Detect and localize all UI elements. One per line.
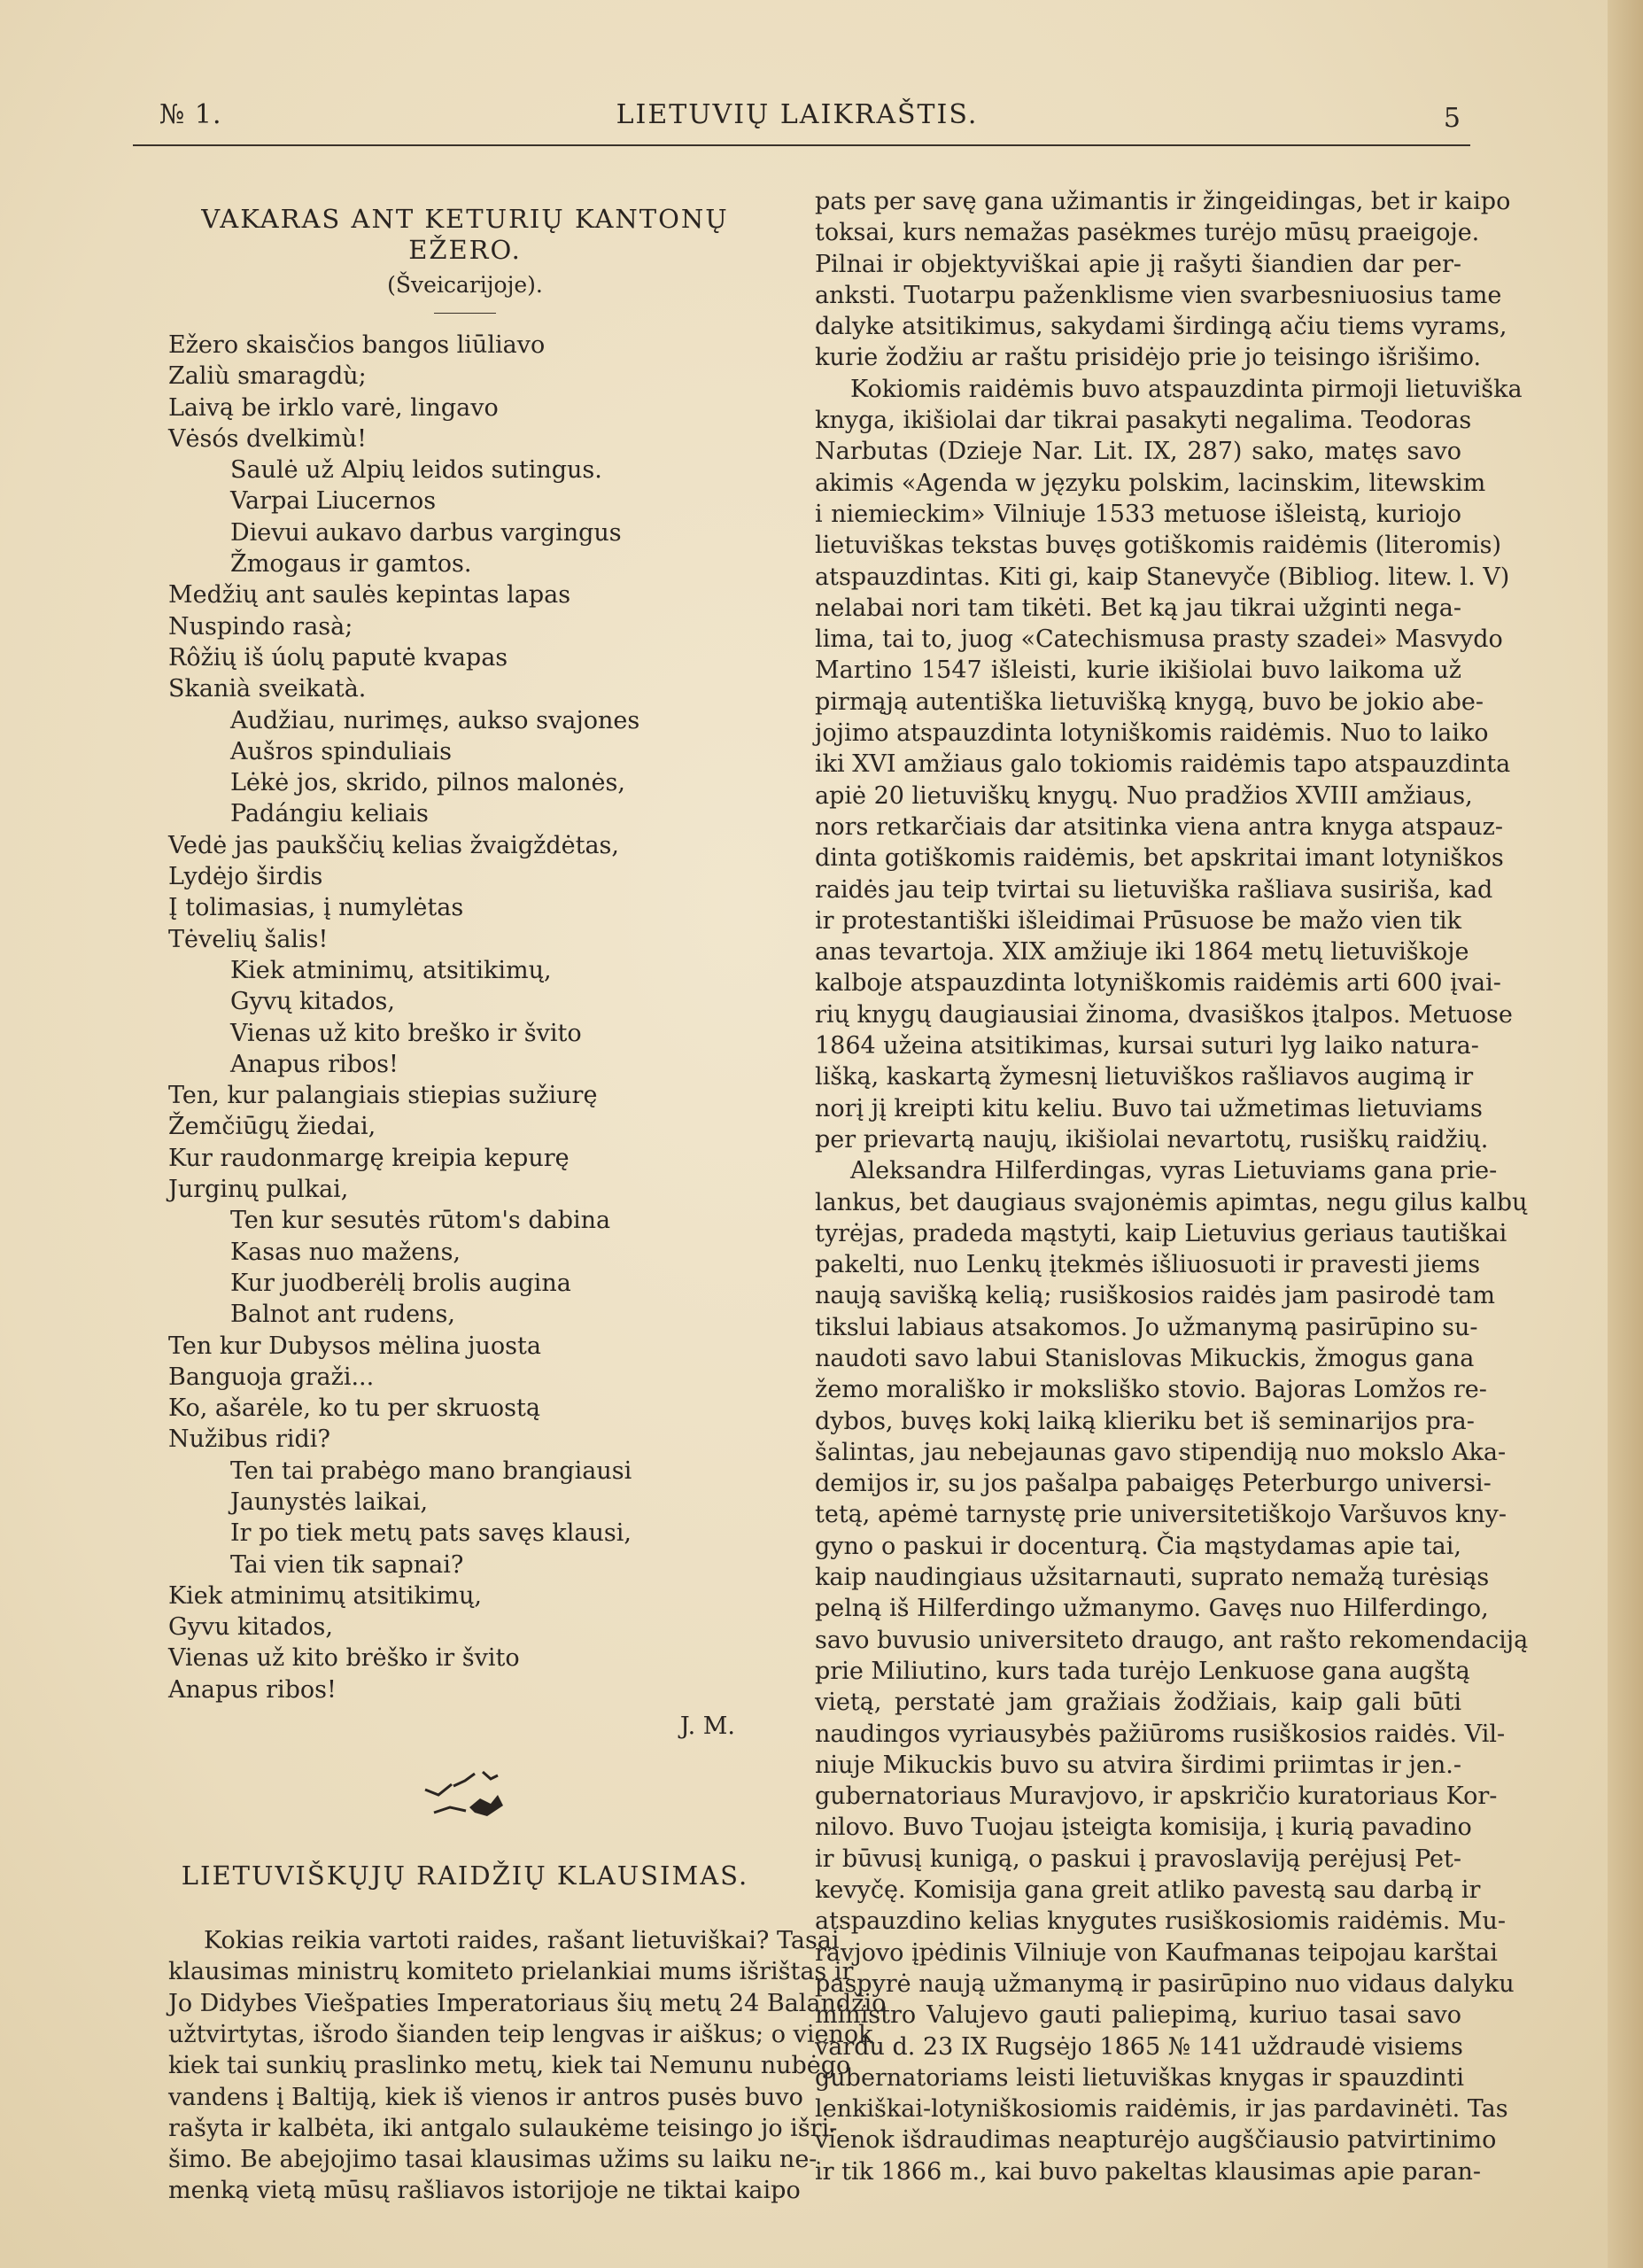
poem-signature: J. M. (679, 1713, 735, 1741)
page-number: 5 (1443, 103, 1461, 134)
poem-line: Anapus ribos! (230, 1050, 399, 1078)
poem-line: Kur juodberėlį brolis augina (230, 1269, 571, 1297)
article-line: atspauzdintas. Kiti gi, kaip Stanevyče (Bibliog. litew. l. V) (815, 563, 1510, 591)
article-line: lima, tai to, juog «Catechismusa prasty szadei» Masvydo (815, 625, 1503, 654)
article-line: klausimas ministrų komiteto prielankiai mums išrištas ir (168, 1958, 854, 1986)
article-line: šimo. Be abejojimo tasai klausimas užims su laiku ne- (168, 2146, 818, 2174)
article-line: pelną iš Hilferdingo užmanymo. Gavęs nuo Hilferdingo, (815, 1595, 1489, 1623)
article-line: gubernatoriams leisti lietuviškas knygas ir spauzdinti (815, 2063, 1465, 2092)
poem-line: Banguoja graži... (168, 1363, 375, 1391)
article-line: norį jį kreipti kitu keliu. Buvo tai užmetimas lietuviams (815, 1094, 1483, 1122)
poem-line: Padángiu keliais (230, 800, 429, 828)
article-line: ir protestantiški išleidimai Prūsuose be mažo vien tik (815, 906, 1461, 935)
poem-line: Ežero skaisčios bangos liūliavo (168, 331, 546, 359)
poem-line: Tėvelių šalis! (168, 925, 329, 953)
birds-ornament (399, 1754, 531, 1825)
poem-line: Ir po tiek metų pats savęs klausi, (230, 1519, 632, 1548)
article-line: atspauzdino kelias knygutes rusiškosiomis raidėmis. Mu- (815, 1907, 1507, 1936)
article-line: tetą, apėmė tarnystę prie universitetiškojo Varšuvos kny- (815, 1501, 1507, 1529)
poem-line: Dievui aukavo darbus vargingus (230, 518, 622, 547)
article-line: rių knygų daugiausiai žinoma, dvasiškos įtalpos. Metuose (815, 1000, 1513, 1029)
article-line: lišką, kaskartą žymesnį lietuviškos rašliavos augimą ir (815, 1063, 1474, 1091)
article-line: Kokias reikia vartoti raides, rašant lietuviškai? Tasai (204, 1927, 840, 1955)
article-line: toksai, kurs nemažas pasėkmes turėjo mūsų praeigoje. (815, 219, 1480, 247)
article-body-left (168, 1925, 887, 2207)
right-column (815, 186, 1529, 2187)
poem-title-rule (434, 313, 496, 314)
poem-line: Ten kur sesutės rūtom's dabina (230, 1207, 611, 1235)
poem-line: Lydėjo širdis (168, 863, 323, 891)
poem-line: Vienas už kito brėško ir švito (168, 1644, 520, 1673)
article-line: ir tik 1866 m., kai buvo pakeltas klausimas apie paran- (815, 2157, 1481, 2186)
article-line: kaip naudingiaus užsitarnauti, suprato nemažą turėsiąs (815, 1564, 1490, 1592)
article-line: apiė 20 lietuviškų knygų. Nuo pradžios XVIII amžiaus, (815, 781, 1473, 810)
article-line: per prievartą naujų, ikišiolai nevartotų, rusiškų raidžių. (815, 1125, 1489, 1153)
poem-line: Medžių ant saulės kepintas lapas (168, 581, 571, 610)
poem-line: Ten tai prabėgo mano brangiausi (230, 1456, 632, 1485)
page-header (133, 96, 1461, 140)
page-edge (1608, 0, 1643, 2268)
poem-line: Ten kur Dubysos mėlina juosta (168, 1332, 541, 1360)
article-line: prie Miliutino, kurs tada turėjo Lenkuose gana augštą (815, 1657, 1470, 1685)
article-line: Martino 1547 išleisti, kurie ikišiolai buvo laikoma už (815, 656, 1461, 685)
article-line: kevyčę. Komisija gana greit atliko pavestą sau darbą ir (815, 1876, 1481, 1905)
article-line: lietuviškas tekstas buvęs gotiškomis raidėmis (literomis) (815, 532, 1502, 560)
article-line: raidės jau teip tvirtai su lietuviška rašliava susiriša, kad (815, 875, 1493, 904)
article-line: iki XVI amžiaus galo tokiomis raidėmis tapo atspauzdinta (815, 750, 1511, 779)
article-body-right (815, 186, 1529, 2187)
article-line: pakelti, nuo Lenkų įtekmės išliuosuoti ir pravesti jiems (815, 1251, 1481, 1279)
poem-line: Vienas už kito breško ir švito (230, 1019, 582, 1047)
article-line: anas tevartoja. XIX amžiuje iki 1864 metų lietuviškoje (815, 938, 1469, 967)
poem-line: Į tolimasias, į numylėtas (168, 894, 464, 922)
article-line: naudingos vyriausybės pažiūroms rusiškosios raidės. Vil- (815, 1720, 1506, 1748)
poem-line: Jurginų pulkai, (168, 1176, 349, 1204)
poem-line: Kiek atminimų atsitikimų, (168, 1581, 483, 1610)
article-line: rašyta ir kalbėta, iki antgalo sulaukėme teisingo jo išri- (168, 2114, 838, 2142)
article-line: tikslui labiaus atsakomos. Jo užmanymą pasirūpino su- (815, 1313, 1478, 1341)
left-column (168, 204, 887, 2207)
article-line: akimis «Agenda w języku polskim, lacinskim, litewskim (815, 469, 1486, 497)
poem-line: Ko, ašarėle, ko tu per skruostą (168, 1394, 540, 1423)
poem-line: Aušros spinduliais (230, 737, 453, 765)
poem-line: Žemčiūgų žiedai, (168, 1113, 376, 1141)
poem-line: Nužibus ridi? (168, 1425, 330, 1454)
article-line: šalintas, jau nebejaunas gavo stipendiją nuo mokslo Aka- (815, 1438, 1507, 1466)
poem-line: Žmogaus ir gamtos. (230, 550, 472, 579)
article-line: ministro Valujevo gauti paliepimą, kuriuo tasai savo (815, 2001, 1461, 2030)
article-line: knyga, ikišiolai dar tikrai pasakyti negalima. Teodoras (815, 407, 1472, 435)
article-line: dinta gotiškomis raidėmis, bet apskritai imant lotyniškos (815, 844, 1504, 873)
article-line: nelabai nori tam tikėti. Bet ką jau tikrai užginti nega- (815, 594, 1461, 622)
article-line: tyrėjas, pradeda mąstyti, kaip Lietuvius geriaus tautiškai (815, 1219, 1507, 1247)
poem-body (168, 330, 762, 1705)
poem-line: Vedė jas paukščių kelias žvaigždėtas, (168, 831, 619, 859)
poem-line: Varpai Liucernos (230, 487, 437, 516)
newspaper-title: LIETUVIŲ LAIKRAŠTIS. (616, 99, 979, 130)
article-line: dalyke atsitikimus, sakydami širdingą ačiu tiems vyrams, (815, 313, 1507, 341)
article-line: nilovo. Buvo Tuojau įsteigta komisija, į kurią pavadino (815, 1814, 1472, 1842)
poem-subtitle: (Šveicarijoje). (387, 272, 543, 298)
article-line: ir būvusį kunigą, o paskui į pravoslaviją perėjusį Pet- (815, 1845, 1461, 1873)
article-line: Pilnai ir objektyviškai apie jį rašyti šiandien dar per- (815, 250, 1461, 278)
article-line: anksti. Tuotarpu paženklisme vien svarbesniuosius tame (815, 281, 1502, 309)
article-line: kalboje atspauzdinta lotyniškomis raidėmis arti 600 įvai- (815, 969, 1501, 998)
poem-line: Ten, kur palangiais stiepias sužiurę (168, 1082, 598, 1110)
poem-line: Gyvu kitados, (168, 1613, 333, 1642)
article-line: 1864 užeina atsitikimas, kursai suturi lyg laiko natura- (815, 1032, 1479, 1060)
article-line: vietą, perstatė jam gražiais žodžiais, kaip gali būti (815, 1689, 1461, 1717)
poem-line: Kiek atminimų, atsitikimų, (230, 956, 552, 984)
poem-line: Balnot ant rudens, (230, 1301, 455, 1329)
article-title: LIETUVIŠKŲJŲ RAIDŽIŲ KLAUSIMAS. (181, 1860, 749, 1891)
poem-line: Audžiau, nurimęs, aukso svajones (230, 706, 640, 734)
article-line: niuje Mikuckis buvo su atvira širdimi priimtas ir jen.- (815, 1751, 1461, 1779)
poem-line: Anapus ribos! (168, 1675, 337, 1704)
poem-line: Kur raudonmargę kreipia kepurę (168, 1144, 570, 1172)
article-line: pats per savę gana užimantis ir žingeidingas, bet ir kaipo (815, 188, 1511, 215)
poem-line: Vėsós dvelkimù! (168, 424, 368, 453)
article-line: lenkiškai-lotyniškosiomis raidėmis, ir jas pardavinėti. Tas (815, 2095, 1508, 2124)
article-line: nors retkarčiais dar atsitinka viena antra knyga atspauz- (815, 812, 1503, 841)
article-line: Jo Didybes Viešpaties Imperatoriaus šių metų 24 Balandžio (168, 1989, 887, 2017)
poem-line: Skanià sveikatà. (168, 675, 367, 703)
poem-line: Gyvų kitados, (230, 988, 395, 1016)
article-line: dybos, buvęs kokį laiką klieriku bet iš seminarijos pra- (815, 1407, 1475, 1435)
article-line: Kokiomis raidėmis buvo atspauzdinta pirmoji lietuviška (850, 375, 1523, 403)
article-line: demijos ir, su jos pašalpa pabaigęs Peterburgo universi- (815, 1470, 1492, 1498)
poem-line: Laivą be irklo varė, lingavo (168, 393, 499, 422)
article-line: jojimo atspauzdinta lotyniškomis raidėmis. Nuo to laiko (815, 719, 1489, 748)
article-line: lankus, bet daugiaus svajonėmis apimtas, negu gilus kalbų (815, 1188, 1528, 1216)
article-line: ravjovo įpėdinis Vilniuje von Kaufmanas teipojau karštai (815, 1938, 1498, 1967)
article-line: paspyrė naują užmanymą ir pasirūpino nuo vidaus dalyku (815, 1969, 1515, 1998)
article-line: Aleksandra Hilferdingas, vyras Lietuviams gana prie- (850, 1157, 1498, 1185)
poem-line: Kasas nuo mažens, (230, 1238, 461, 1266)
article-line: naudoti savo labui Stanislovas Mikuckis, žmogus gana (815, 1344, 1475, 1372)
article-line: menką vietą mūsų rašliavos istorijoje ne tiktai kaipo (168, 2177, 801, 2205)
article-line: pirmąją autentiška lietuvišką knygą, buvo be jokio abe- (815, 687, 1484, 716)
poem-line: Rôžių iš úolų paputė kvapas (168, 643, 508, 672)
poem-line: Zaliù smaragdù; (168, 362, 367, 391)
poem-line: Nuspindo rasà; (168, 612, 353, 641)
article-line: gyno o paskui ir docenturą. Čia mąstydamas apie tai, (815, 1532, 1461, 1560)
article-line: vandens į Baltiją, kiek iš vienos ir antros pusės buvo (168, 2083, 803, 2111)
article-line: i niemieckim» Vilniuje 1533 metuose išleistą, kuriojo (815, 500, 1461, 528)
poem-line: Tai vien tik sapnai? (230, 1550, 464, 1579)
poem-line: Saulė už Alpių leidos sutingus. (230, 456, 602, 485)
article-line: užtvirtytas, išrodo šianden teip lengvas ir aiškus; o vienok (168, 2020, 873, 2048)
article-line: kurie žodžiu ar raštu prisidėjo prie jo teisingo išrišimo. (815, 344, 1482, 372)
header-rule (133, 144, 1470, 146)
article-line: vardu d. 23 IX Rugsėjo 1865 № 141 uždraudė visiems (815, 2032, 1463, 2061)
article-line: naują savišką kelią; rusiškosios raidės jam pasirodė tam (815, 1282, 1495, 1310)
article-line: gubernatoriaus Muravjovo, ir apskričio kuratoriaus Kor- (815, 1783, 1498, 1811)
poem-line: Lėkė jos, skrido, pilnos malonės, (230, 769, 625, 797)
article-line: savo buvusio universiteto draugo, ant rašto rekomendaciją (815, 1626, 1529, 1654)
issue-number: № 1. (159, 99, 222, 130)
poem-title: VAKARAS ANT KETURIŲ KANTONŲ EŽERO. (201, 204, 729, 265)
article-line: vienok išdraudimas neapturėjo augščiausio patvirtinimo (815, 2126, 1497, 2155)
article-line: kiek tai sunkių praslinko metų, kiek tai Nemunu nubėgo (168, 2052, 851, 2080)
article-line: žemo morališko ir moksliško stovio. Bajoras Lomžos re- (815, 1376, 1487, 1404)
poem-line: Jaunystės laikai, (230, 1487, 429, 1516)
article-line: Narbutas (Dzieje Nar. Lit. IX, 287) sako, matęs savo (815, 438, 1461, 466)
